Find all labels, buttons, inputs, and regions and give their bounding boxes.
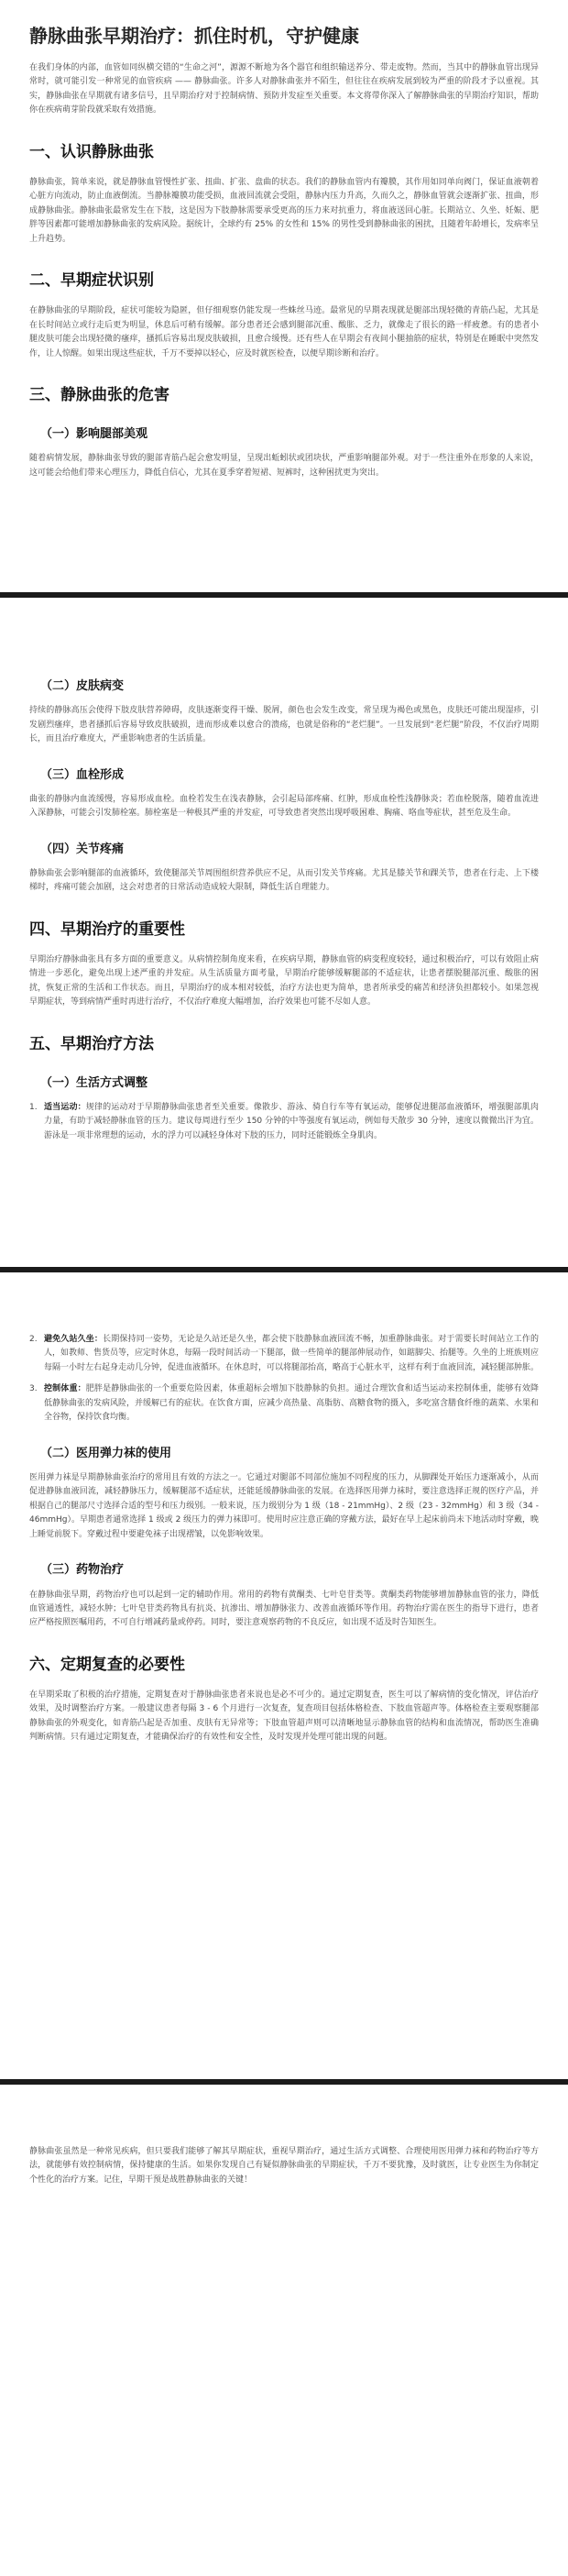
section-heading-symptoms: 二、早期症状识别 [29,271,154,291]
subheading-stockings: （二）医用弹力袜的使用 [40,1446,172,1460]
section-heading-harm: 三、静脉曲张的危害 [29,385,169,404]
section-text-symptoms: 在静脉曲张的早期阶段，症状可能较为隐匿，但仔细观察仍能发现一些蛛丝马迹。最常见的早期表现就是腿部出现轻微的青筋凸起，尤其是在长时间站立或行走后更为明显，休息后可稍有缓解。部分患者还会感到腿部沉重、酸胀、乏力，就像走了很长的路一样疲惫。有的患者小腿皮肤可能会出现轻微的瘙痒，搔抓后容易出现皮肤破损，且愈合缓慢。还有些人在早期会有夜间小腿抽筋的症状，特别是在睡眠中突然发作，让人惊醒。如果出现这些症状，千万不要掉以轻心，应及时就医检查，以便早期诊断和治疗。 [29,306,539,358]
intro-paragraph: 在我们身体的内部，血管如同纵横交错的“生命之河”，源源不断地为各个器官和组织输送养分、带走废物。然而，当其中的静脉血管出现异常时，就可能引发一种常见的血管疾病 —— 静脉曲张。许多人对静脉曲张并不陌生，但往往在疾病发展到较为严重的阶段才予以重视。其实，静脉曲张在早期就有诸多信号，且早期治疗对于控制病情、预防并发症至关重要。本文将带你深入了解静脉曲张的早期治疗知识，帮助你在疾病萌芽阶段就采取有效措施。 [29,63,539,116]
text-thrombosis: 曲张的静脉内血流缓慢，容易形成血栓。血栓若发生在浅表静脉，会引起局部疼痛、红肿，形成血栓性浅静脉炎；若血栓脱落，随着血流进入深静脉，可能会引发肺栓塞。肺栓塞是一种极其严重的并发症，可导致患者突然出现呼吸困难、胸痛、咯血等症状，甚至危及生命。 [29,794,539,819]
list-item-text: 肥胖是静脉曲张的一个重要危险因素，体重超标会增加下肢静脉的负担。通过合理饮食和适当运动来控制体重，能够有效降低静脉曲张的发病风险，并缓解已有的症状。在饮食方面，应减少高热量、高脂肪、高糖食物的摄入，多吃富含膳食纤维的蔬菜、水果和全谷物，保持饮食均衡。 [44,1384,540,1423]
blank-gap [0,598,568,634]
list-item-label: 避免久站久坐： [44,1335,104,1344]
list-number: 1. [29,1102,38,1112]
list-item-text: 长期保持同一姿势，无论是久站还是久坐，都会使下肢静脉血液回流不畅，加重静脉曲张。对于需要长时间站立工作的人，如教师、售货员等，应定时休息，每隔一段时间活动一下腿部，做一些简单的腿部伸展动作，如踮脚尖、抬腿等。久坐的上班族则应每隔一小时左右起身走动几分钟，促进血液循环。在休息时，可以将腿部抬高，略高于心脏水平，这样有利于血液回流，减轻腿部肿胀。 [44,1335,540,1372]
blank-gap [0,2085,568,2121]
subheading-medication: （三）药物治疗 [40,1563,125,1578]
text-medication: 在静脉曲张早期，药物治疗也可以起到一定的辅助作用。常用的药物有黄酮类、七叶皂苷类等。黄酮类药物能够增加静脉血管的张力，降低血管通透性，减轻水肿；七叶皂苷类药物具有抗炎、抗渗出、增加静脉张力、改善血液循环等作用。药物治疗需在医生的指导下进行，患者应严格按照医嘱用药，不可自行增减药量或停药。同时，要注意观察药物的不良反应，如出现不适及时告知医生。 [29,1590,539,1628]
article-title: 静脉曲张早期治疗：抓住时机，守护健康 [29,25,359,47]
list-item-avoid-sitting [29,1333,539,1375]
subheading-lifestyle: （一）生活方式调整 [40,1075,148,1090]
article-part-1 [0,0,568,592]
list-number: 3. [29,1384,38,1394]
section-heading-understand: 一、认识静脉曲张 [29,142,154,161]
conclusion-paragraph: 静脉曲张虽然是一种常见疾病，但只要我们能够了解其早期症状，重视早期治疗，通过生活方式调整、合理使用医用弹力袜和药物治疗等方法，就能够有效控制病情，保持健康的生活。如果你发现自己有疑似静脉曲张的早期症状，千万不要犹豫，及时就医，让专业医生为你制定个性化的治疗方案。记住，早期干预是战胜静脉曲张的关键！ [29,2147,539,2185]
section-text-review: 在早期采取了积极的治疗措施，定期复查对于静脉曲张患者来说也是必不可少的。通过定期复查，医生可以了解病情的变化情况，评估治疗效果，及时调整治疗方案。一般建议患者每隔 3 - 6 个月进行一次复查，复查项目包括体格检查、下肢血管超声等。体格检查主要观察腿部静脉曲张的外观变化，如青筋凸起是否加重、皮肤有无异常等；下肢血管超声则可以清晰地显示静脉血管的结构和血流情况，帮助医生准确判断病情。只有通过定期复查，才能确保治疗的有效性和安全性，及时发现并处理可能出现的问题。 [29,1690,539,1743]
subheading-joint-pain: （四）关节疼痛 [40,842,125,856]
list-item-label: 控制体重： [44,1384,86,1394]
subheading-appearance: （一）影响腿部美观 [40,426,148,441]
text-joint-pain: 静脉曲张会影响腿部的血液循环，致使腿部关节周围组织营养供应不足，从而引发关节疼痛。尤其是膝关节和踝关节，患者在行走、上下楼梯时，疼痛可能会加剧，这会对患者的日常活动造成较大限制，降低生活自理能力。 [29,868,539,893]
list-number: 2. [29,1335,38,1344]
blank-gap [0,1272,568,1309]
text-appearance: 随着病情发展，静脉曲张导致的腿部青筋凸起会愈发明显，呈现出蚯蚓状或团块状，严重影响腿部外观。对于一些注重外在形象的人来说，这可能会给他们带来心理压力，降低自信心，尤其在夏季穿着短裙、短裤时，这种困扰更为突出。 [29,454,539,478]
article-part-4 [0,2121,568,2259]
list-item-label: 适当运动： [44,1102,86,1112]
article-part-2 [0,634,568,1267]
list-item-text: 规律的运动对于早期静脉曲张患者至关重要。像散步、游泳、骑自行车等有氧运动，能够促进腿部血液循环，增强腿部肌肉力量，有助于减轻静脉血管的压力。建议每周进行至少 150 分钟的中等强度有氧运动，例如每天散步 30 分钟，速度以微微出汗为宜。游泳是一项非常理想的运动，水的浮力可以减轻身体对下肢的压力，同时还能锻炼全身肌肉。 [44,1102,539,1140]
text-skin: 持续的静脉高压会使得下肢皮肤营养障碍，皮肤逐渐变得干燥、脱屑，颜色也会发生改变，常呈现为褐色或黑色，皮肤还可能出现湿疹，引发剧烈瘙痒，患者搔抓后容易导致皮肤破损，进而形成难以愈合的溃疡，也就是俗称的“老烂腿”。一旦发展到“老烂腿”阶段，不仅治疗周期长，而且治疗难度大，严重影响患者的生活质量。 [29,706,539,744]
list-item-exercise [29,1101,539,1143]
section-text-importance: 早期治疗静脉曲张具有多方面的重要意义。从病情控制角度来看，在疾病早期，静脉血管的病变程度较轻，通过积极治疗，可以有效阻止病情进一步恶化，避免出现上述严重的并发症。从生活质量方面考量，早期治疗能够缓解腿部的不适症状，让患者摆脱腿部沉重、酸胀的困扰，恢复正常的生活和工作状态。而且，早期治疗的成本相对较低，治疗方法也更为简单，患者所承受的痛苦和经济负担都较小。如果忽视早期症状，等到病情严重时再进行治疗，不仅治疗难度大幅增加，治疗效果也可能不尽如人意。 [29,954,539,1007]
section-text-understand: 静脉曲张，简单来说，就是静脉血管慢性扩张、扭曲、扩张、盘曲的状态。我们的静脉血管内有瓣膜，其作用如同单向阀门，保证血液朝着心脏方向流动，防止血液倒流。当静脉瓣膜功能受损，血液回流就会受阻，静脉内压力升高，久而久之，静脉血管就会逐渐扩张、扭曲，形成静脉曲张。静脉曲张最常发生在下肢，这是因为下肢静脉需要承受更高的压力来对抗重力，将血液送回心脏。长期站立、久坐、妊娠、肥胖等因素都可能增加静脉曲张的发病风险。据统计，全球约有 25% 的女性和 15% 的男性受到静脉曲张的困扰，且随着年龄增长，发病率呈上升趋势。 [29,177,539,244]
subheading-skin: （二）皮肤病变 [40,679,125,693]
list-item-weight [29,1382,539,1425]
section-heading-review: 六、定期复查的必要性 [29,1655,185,1674]
section-heading-importance: 四、早期治疗的重要性 [29,919,185,939]
section-heading-methods: 五、早期治疗方法 [29,1034,154,1053]
article-part-3 [0,1309,568,2079]
text-stockings: 医用弹力袜是早期静脉曲张治疗的常用且有效的方法之一。它通过对腿部不同部位施加不同程度的压力，从脚踝处开始压力逐渐减小，从而促进静脉血液回流，减轻静脉压力，缓解腿部不适症状，还能延缓静脉曲张的发展。在选择医用弹力袜时，要注意选择正规的医疗产品，并根据自己的腿部尺寸选择合适的型号和压力级别。一般来说，压力级别分为 1 级（18 - 21mmHg）、2 级（23 - 32mmHg）和 3 级（34 - 46mmHg）。早期患者通常选择 1 级或 2 级压力的弹力袜即可。使用时应注意正确的穿戴方法，最好在早上起床前尚未下地活动时穿戴，晚上睡觉前脱下。穿戴过程中要避免袜子出现褶皱，以免影响效果。 [29,1473,539,1539]
subheading-thrombosis: （三）血栓形成 [40,767,125,782]
